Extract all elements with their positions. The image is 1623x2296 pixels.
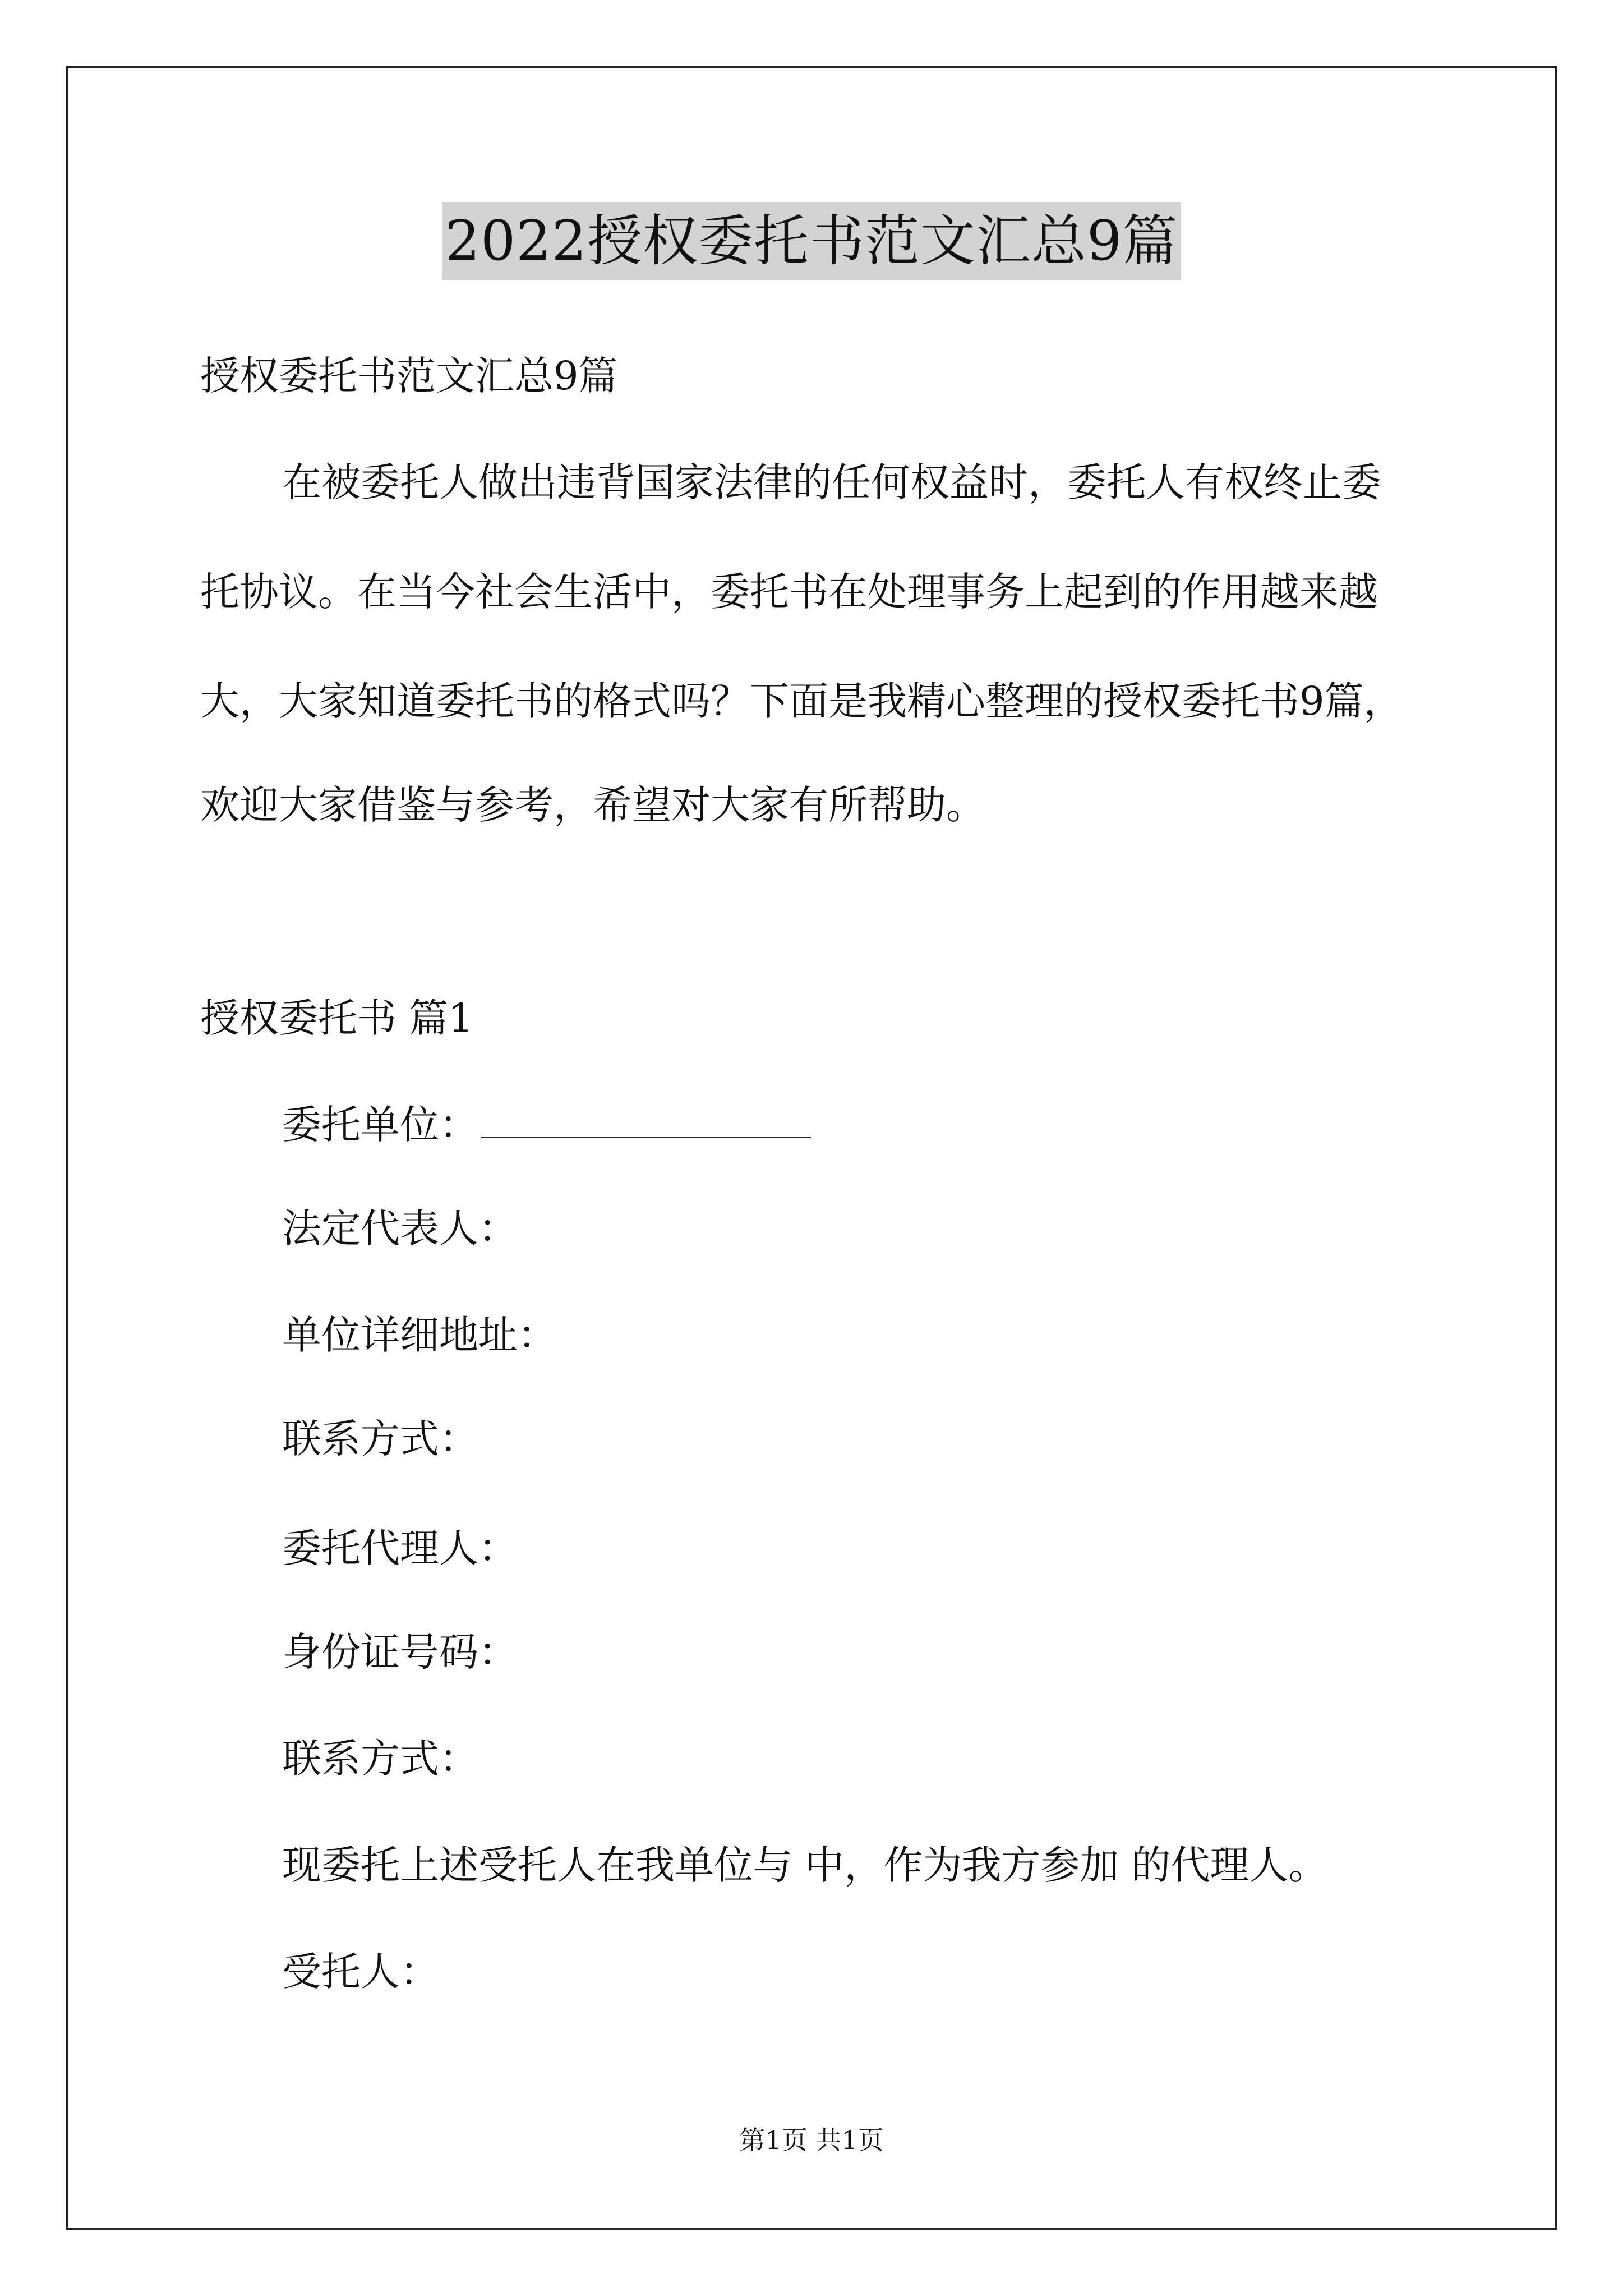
document-title: 2022授权委托书范文汇总9篇 [442, 202, 1182, 280]
delegation-statement: 现委托上述受托人在我单位与 中，作为我方参加 的代理人。 [282, 1842, 1328, 1888]
field-agent: 委托代理人： [282, 1525, 518, 1571]
intro-line-4: 欢迎大家借鉴与参考，希望对大家有所帮助。 [200, 782, 985, 828]
title-container [0, 202, 1623, 280]
intro-line-3: 大，大家知道委托书的格式吗？下面是我精心整理的授权委托书9篇， [200, 678, 1403, 724]
page-footer: 第1页 共1页 [739, 2125, 884, 2155]
field-entrusting-unit-label: 委托单位： [282, 1102, 478, 1148]
field-id-number: 身份证号码： [282, 1629, 518, 1675]
field-address: 单位详细地址： [282, 1312, 557, 1358]
section-1-heading: 授权委托书 篇1 [200, 995, 473, 1041]
document-subtitle: 授权委托书范文汇总9篇 [200, 353, 618, 399]
field-contact-2: 联系方式： [282, 1736, 478, 1782]
entrusting-unit-blank [481, 1097, 811, 1138]
field-trustee: 受托人： [282, 1949, 439, 1995]
field-contact-1: 联系方式： [282, 1416, 478, 1462]
intro-line-1: 在被委托人做出违背国家法律的任何权益时，委托人有权终止委 [282, 459, 1381, 505]
intro-line-2: 托协议。在当今社会生活中，委托书在处理事务上起到的作用越来越 [200, 569, 1378, 615]
field-legal-rep: 法定代表人： [282, 1205, 518, 1251]
field-entrusting-unit [282, 1097, 811, 1153]
